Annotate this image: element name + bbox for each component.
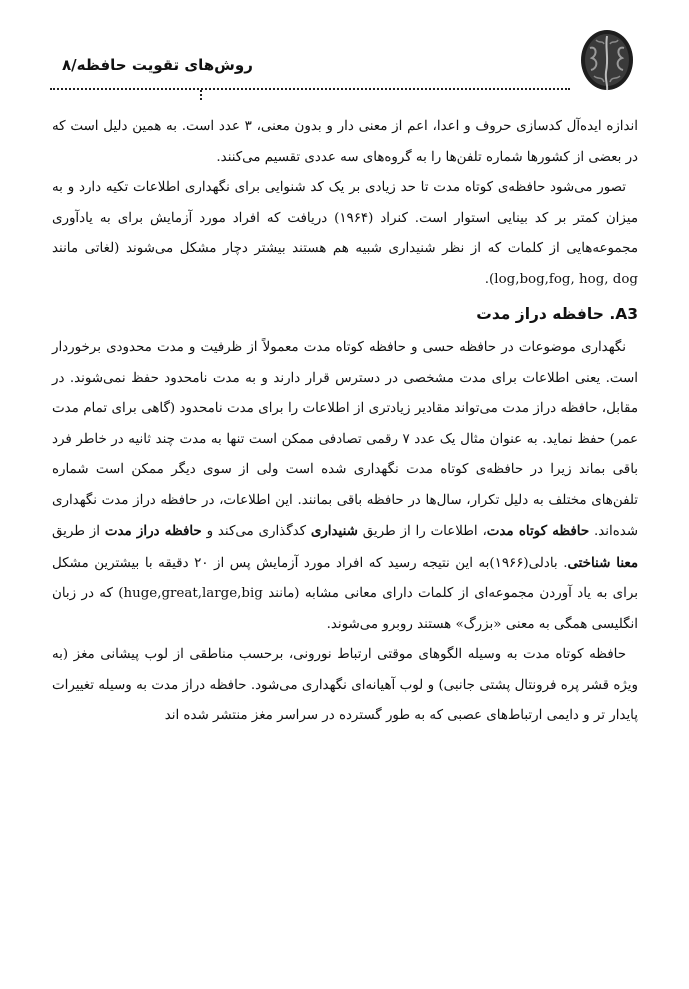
paragraph-2: تصور می‌شود حافظه‌ی کوتاه مدت تا حد زیادی بر یک کد شنوایی برای نگهداری اطلاعات تکیه دارد و به میزان کمتر بر کد بینایی استوار است. کنراد (۱۹۶۴) دریافت که افراد مورد آزمایش برای به یادآوری مجموعه‌هایی از کلمات که از نظر شنیداری شبیه هم هستند بیشتر دچار مشکل می‌شوند (لغاتی مانند log,bog,fog, hog, dog). [52,180,638,287]
running-head: روش‌های تقویت حافظه/۸ [62,56,253,74]
paragraph-3-text-3: کدگذاری می‌کند و [206,524,306,539]
paragraph-4: حافظه کوتاه مدت به وسیله الگوهای موقتی ارتباط نورونی، برحسب مناطقی از لوب پیشانی مغز (به ویژه قشر پره فرونتال پشتی جانبی) و لوب آهیانه‌ای نگهداری می‌شود. حافظه دراز مدت به وسیله تغییرات پایدار تر و دایمی ارتباط‌های عصبی که به طور گسترده در سراسر مغز منتشر شده اند [52,647,638,723]
brain-icon [578,28,636,98]
term-auditory: شنیداری [310,523,358,539]
paragraph-3 [52,333,638,640]
paragraph-3-text-1: نگهداری موضوعات در حافظه حسی و حافظه کوتاه مدت معمولاً از ظرفیت و مدت محدودی برخوردار است. یعنی اطلاعات برای مدت مشخصی در دسترس قرار دارند و به مدت نامحدود حفظ نمی‌شوند. در مقابل، حافظه دراز مدت می‌تواند مقادیر زیادتری از اطلاعات را برای مدت نامحدود (گاهی برای تمام مدت عمر) حفظ نماید. به عنوان مثال یک عدد ۷ رقمی تصادفی ممکن است تنها به مدت چند ثانیه در خاطر فرد باقی بماند زیرا در حافظه‌ی کوتاه مدت نگهداری شده است ولی از سوی دیگر ممکن است شماره تلفن‌های مختلف به دلیل تکرار، سال‌ها در حافظه باقی بمانند. این اطلاعات، در حافظه دراز مدت نگهداری شده‌اند. [52,340,639,539]
term-short-term-memory: حافظه کوتاه مدت [486,523,590,539]
header-divider-tick [200,90,202,100]
page-header [50,28,640,103]
paragraph-3-text-2: ، اطلاعات را از طریق [362,524,487,539]
header-divider [50,88,570,90]
term-long-term-memory: حافظه دراز مدت [104,523,202,539]
paragraph-3-text-4: از طریق [52,524,100,539]
page-body [52,112,638,732]
paragraph-1: اندازه ایده‌آل کدسازی حروف و اعدا، اعم از معنی دار و بدون معنی، ۳ عدد است. به همین دلیل است که در بعضی از کشورها شماره تلفن‌ها را به گروه‌های سه عددی تقسیم می‌کنند. [52,119,639,165]
section-heading: A3. حافظه دراز مدت [476,305,638,323]
term-semantic: معنا شناختی [567,554,638,571]
paragraph-3-text-5: . بادلی(۱۹۶۶)به این نتیجه رسید که افراد مورد آزمایش پس از ۲۰ دقیقه با بیشترین مشکل برای به یاد آوردن مجموعه‌ای از کلمات دارای معانی مشابه (مانند huge,great,large,big) که در زبان انگلیسی همگی به معنی «بزرگ» هستند روبرو می‌شوند. [52,555,638,632]
